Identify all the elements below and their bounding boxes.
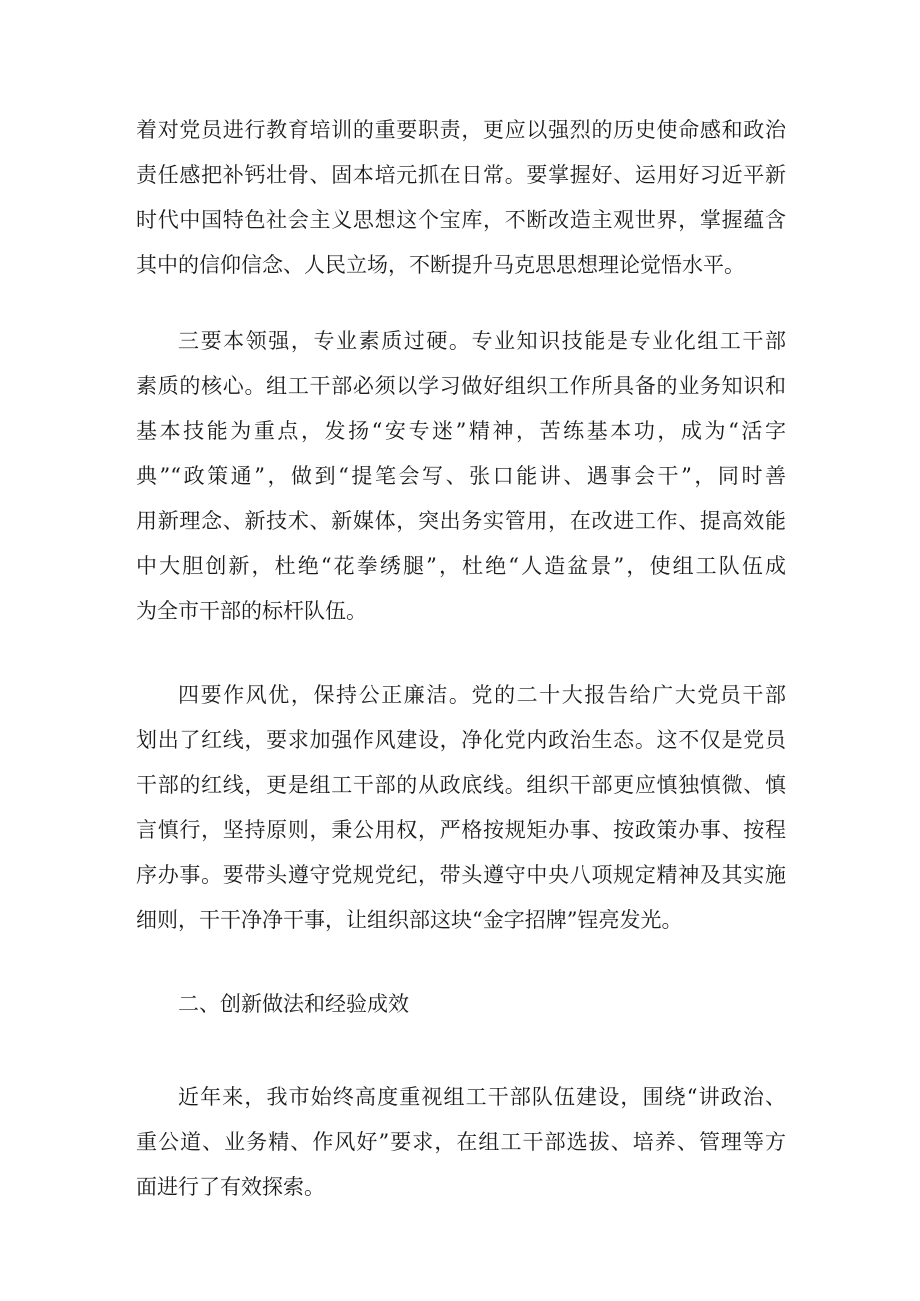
paragraph-line: 中大胆创新，杜绝“花拳绣腿”，杜绝“人造盆景”，使组工队伍成: [136, 554, 786, 578]
paragraph-line: 时代中国特色社会主义思想这个宝库，不断改造主观世界，掌握蕴含: [136, 208, 786, 232]
paragraph-line: 划出了红线，要求加强作风建设，净化党内政治生态。这不仅是党员: [136, 728, 786, 752]
paragraph-line: 干部的红线，更是组工干部的从政底线。组织干部更应慎独慎微、慎: [136, 773, 786, 797]
paragraph-line: 素质的核心。组工干部必须以学习做好组织工作所具备的业务知识和: [136, 374, 786, 398]
paragraph-line: 为全市干部的标杆队伍。: [136, 599, 367, 623]
section-heading-text: 二、创新做法和经验成效: [178, 992, 409, 1016]
paragraph-5: [136, 1075, 786, 1210]
paragraph-line: 重公道、业务精、作风好”要求，在组工干部选拔、培养、管理等方: [136, 1130, 786, 1154]
paragraph-line: 序办事。要带头遵守党规党纪，带头遵守中央八项规定精神及其实施: [136, 863, 786, 887]
paragraph-line: 三要本领强，专业素质过硬。专业知识技能是专业化组工干部: [178, 329, 786, 353]
paragraph-line: 细则，干干净净干事，让组织部这块“金字招牌”锃亮发光。: [136, 908, 683, 932]
section-heading: [136, 982, 786, 1027]
paragraph-line: 基本技能为重点，发扬“安专迷”精神，苦练基本功，成为“活字: [136, 419, 786, 443]
paragraph-3: [136, 673, 786, 943]
paragraph-line: 其中的信仰信念、人民立场，不断提升马克思思想理论觉悟水平。: [136, 253, 745, 277]
paragraph-1: [136, 108, 786, 288]
paragraph-2: [136, 319, 786, 634]
paragraph-line: 面进行了有效探索。: [136, 1175, 325, 1199]
paragraph-line: 典”“政策通”，做到“提笔会写、张口能讲、遇事会干”，同时善: [136, 464, 786, 488]
paragraph-line: 着对党员进行教育培训的重要职责，更应以强烈的历史使命感和政治: [136, 118, 786, 142]
paragraph-line: 四要作风优，保持公正廉洁。党的二十大报告给广大党员干部: [178, 683, 786, 707]
paragraph-line: 责任感把补钙壮骨、固本培元抓在日常。要掌握好、运用好习近平新: [136, 163, 786, 187]
paragraph-line: 用新理念、新技术、新媒体，突出务实管用，在改进工作、提高效能: [136, 509, 786, 533]
paragraph-line: 近年来，我市始终高度重视组工干部队伍建设，围绕“讲政治、: [178, 1085, 786, 1109]
paragraph-line: 言慎行，坚持原则，秉公用权，严格按规矩办事、按政策办事、按程: [136, 818, 786, 842]
